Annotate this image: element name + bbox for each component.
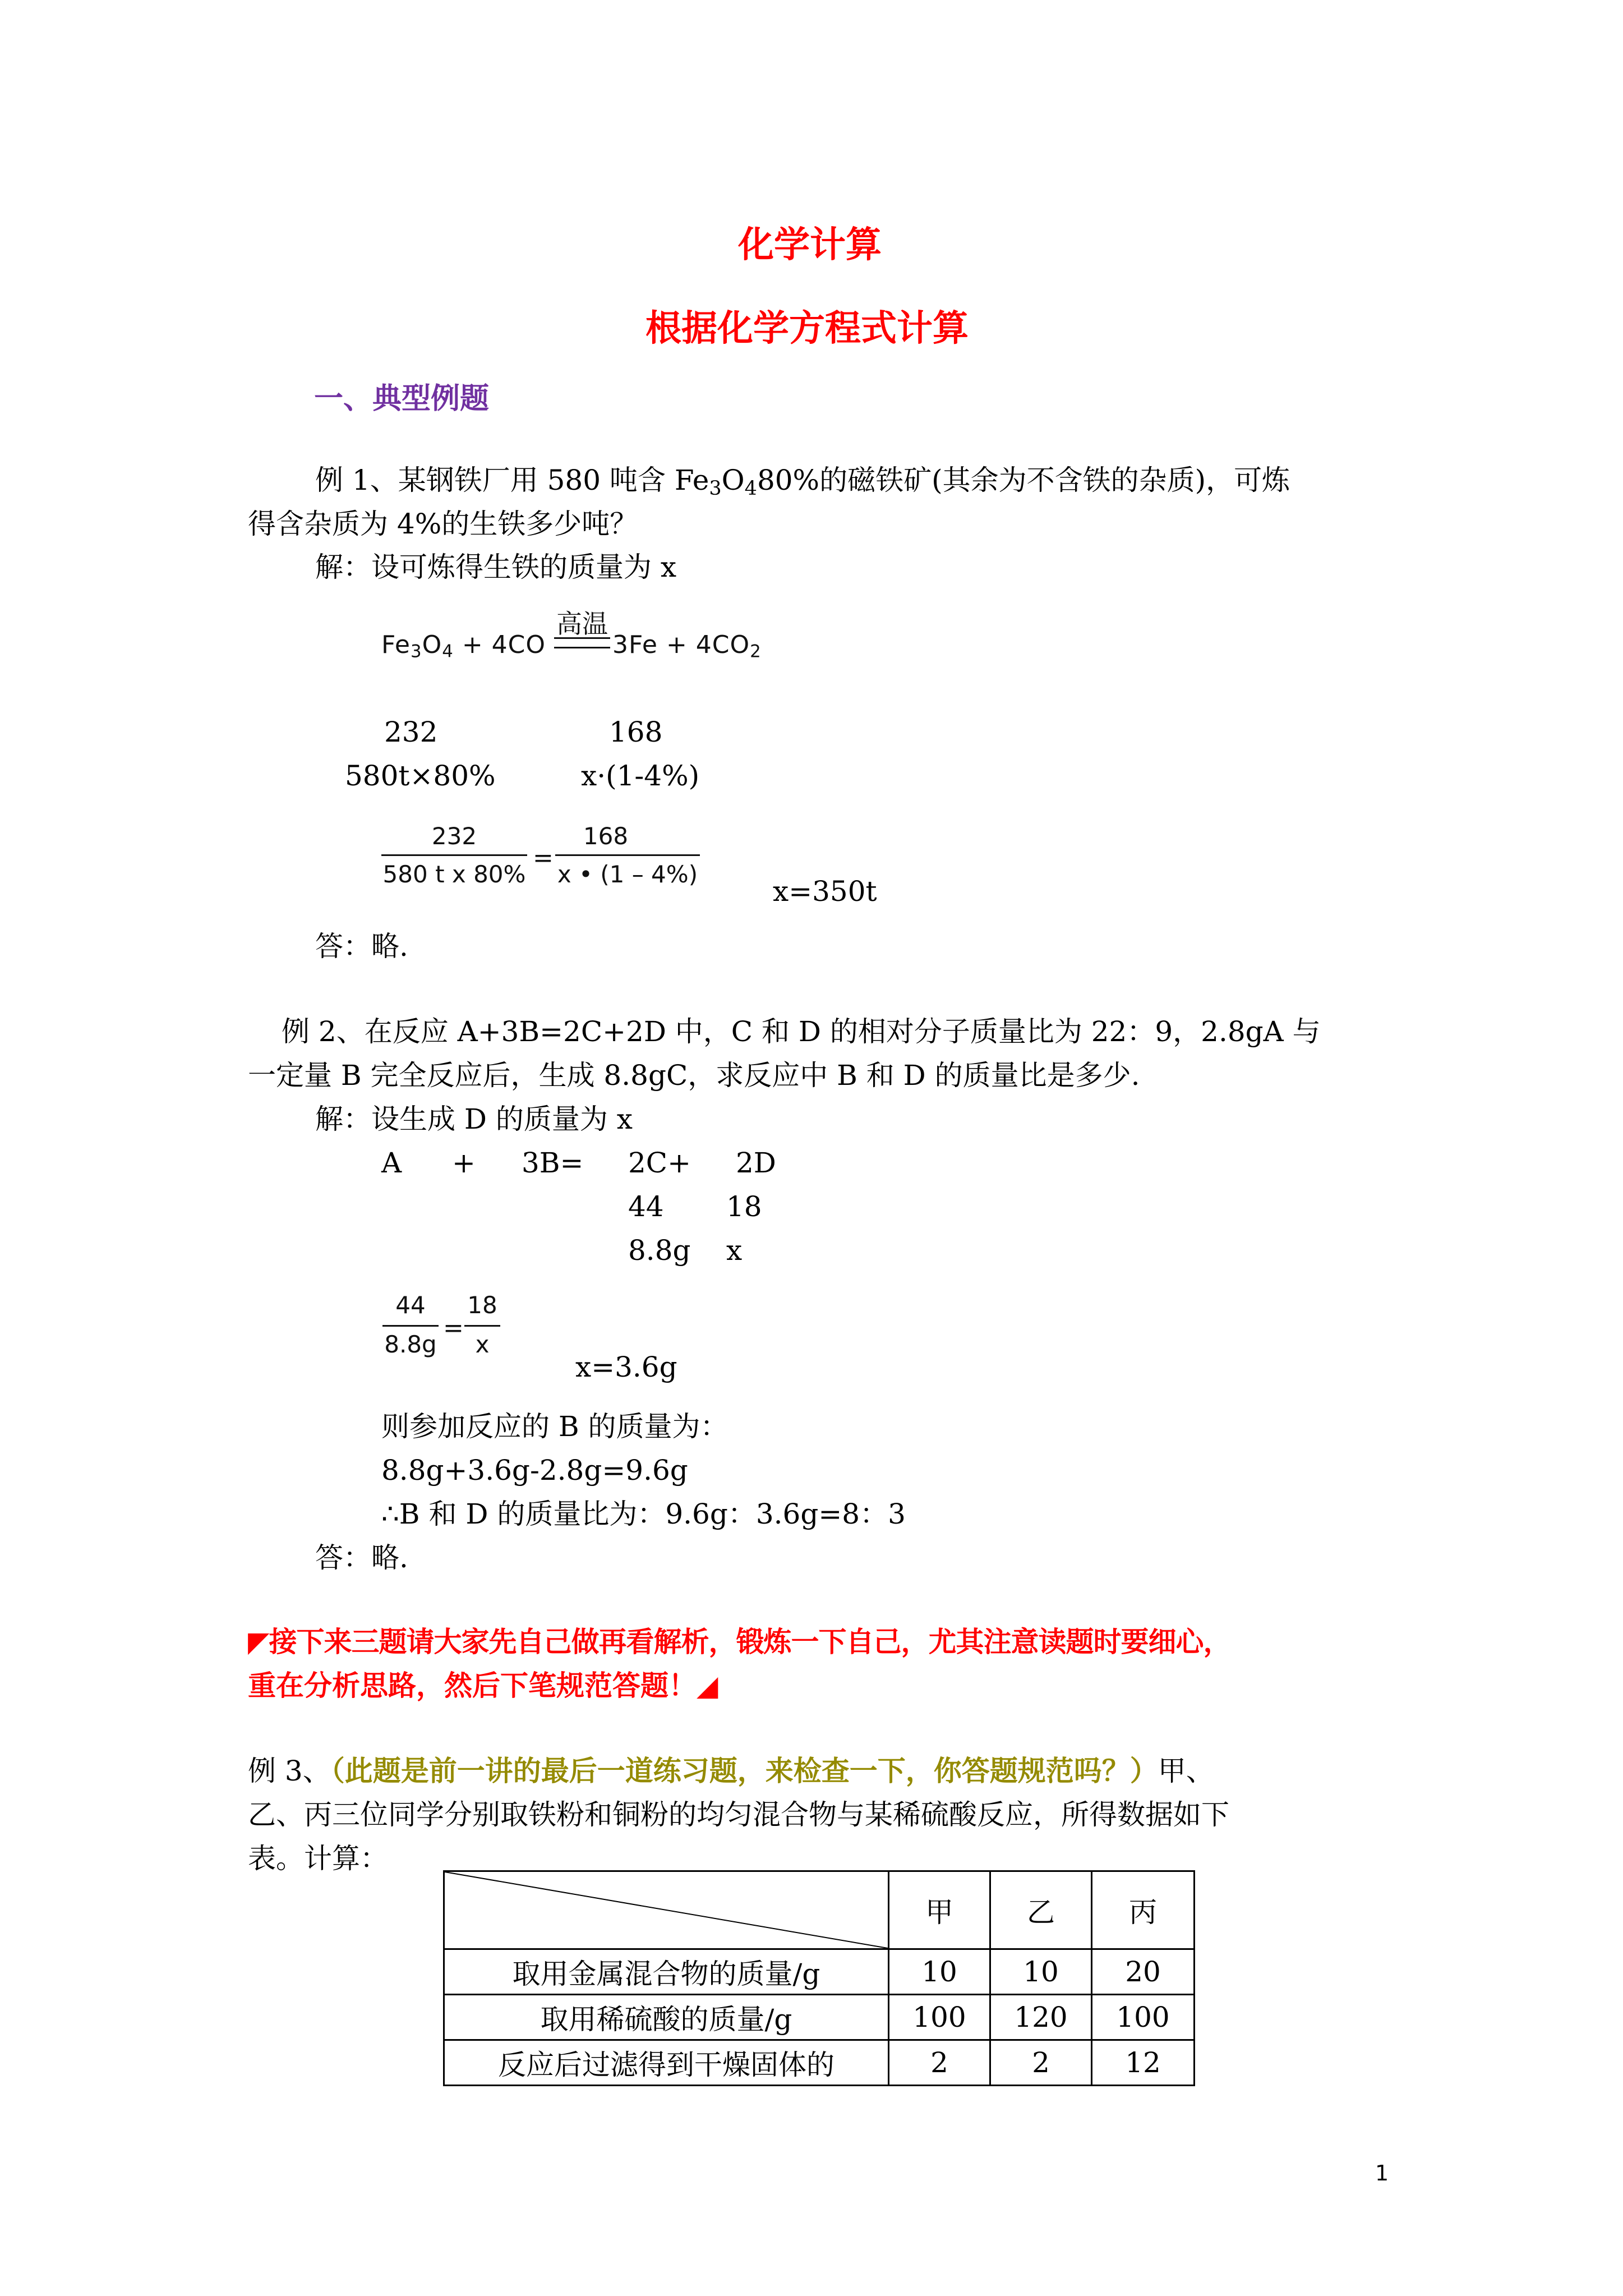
ex1-condition: 高温 <box>556 609 608 639</box>
ex2-step1: 则参加反应的 B 的质量为： <box>381 1410 728 1443</box>
ex2-reaction-plus: + <box>452 1147 476 1179</box>
ex1-answer: 答：略. <box>315 930 408 963</box>
ex2-reaction-2c: 2C+ <box>628 1147 691 1179</box>
main-title: 化学计算 <box>738 224 882 266</box>
ex2-question-line1: 例 2、在反应 A+3B=2C+2D 中，C 和 D 的相对分子质量比为 22：9，2.8gA 与 <box>282 1015 1321 1048</box>
ex2-mass-d: 18 <box>726 1190 762 1223</box>
notice-line1: ◤接下来三题请大家先自己做再看解析，锻炼一下自己，尤其注意读题时要细心， <box>248 1625 1231 1658</box>
ex1-question-line1: 例 1、某钢铁厂用 580 吨含 $Fe_3O_480\%$的磁铁矿(其余为不含铁的杂质)，可炼 <box>315 464 1290 500</box>
table-cell: 100 <box>1092 1995 1195 2040</box>
ex3-question-line2: 乙、丙三位同学分别取铁粉和铜粉的均匀混合物与某稀硫酸反应，所得数据如下 <box>248 1798 1229 1831</box>
table-row-label: 反应后过滤得到干燥固体的 <box>444 2040 889 2086</box>
ex1-equals-bar <box>554 637 610 648</box>
ex3-question-line1: 例 3、（此题是前一讲的最后一道练习题，来检查一下，你答题规范吗？）甲、 <box>248 1754 1214 1787</box>
table-header-row <box>444 1871 1195 1949</box>
ex2-fraction-right: 18 x <box>464 1291 500 1370</box>
ex1-molar-mass-a: 232 <box>384 716 438 748</box>
table-cell: 10 <box>889 1949 990 1995</box>
table-cell: 2 <box>990 2040 1092 2086</box>
table-cell: 12 <box>1092 2040 1195 2086</box>
section-heading: 一、典型例题 <box>314 381 490 416</box>
notice-line2: 重在分析思路，然后下笔规范答题！◢ <box>248 1669 718 1702</box>
data-table <box>443 1870 1195 2086</box>
ex3-note: （此题是前一讲的最后一道练习题，来检查一下，你答题规范吗？） <box>330 1754 1158 1787</box>
ex1-value-a: 580t×80% <box>345 760 496 792</box>
ex2-fraction-left: 44 8.8g <box>382 1291 439 1370</box>
table-header-cell: 丙 <box>1092 1871 1195 1949</box>
ex1-fraction-right: 168 x • (1 – 4%) <box>555 819 700 898</box>
ex2-question-line2: 一定量 B 完全反应后，生成 8.8gC，求反应中 B 和 D 的质量比是多少. <box>248 1059 1140 1092</box>
table-header-cell: 乙 <box>990 1871 1092 1949</box>
ex2-step3: ∴B 和 D 的质量比为：9.6g：3.6g=8：3 <box>381 1498 906 1530</box>
ex2-reaction-2d: 2D <box>736 1147 776 1179</box>
ex1-question-line2: 得含杂质为 4%的生铁多少吨？ <box>248 508 638 540</box>
table-header-cell: 甲 <box>889 1871 990 1949</box>
ex2-reaction-a: A <box>381 1147 402 1179</box>
ex2-fraction-equals: = <box>443 1314 464 1342</box>
ex1-equation-right: $3Fe + 4CO_2$ <box>612 631 762 662</box>
ex1-equation: $Fe_3O_4 + 4CO$ <box>381 631 546 662</box>
ex1-molar-mass-b: 168 <box>609 716 663 748</box>
table-row <box>444 1995 1195 2040</box>
ex1-value-b: x·(1-4%) <box>581 760 700 792</box>
ex2-value-c: 8.8g <box>628 1234 691 1267</box>
ex1-solution-intro: 解：设可炼得生铁的质量为 x <box>315 551 677 583</box>
ex2-value-d: x <box>726 1234 743 1267</box>
ex2-solution-intro: 解：设生成 D 的质量为 x <box>315 1103 633 1135</box>
table-cell: 100 <box>889 1995 990 2040</box>
diagonal-line <box>445 1872 888 1948</box>
ex1-fraction-left: 232 580 t x 80% <box>381 819 527 898</box>
ex2-result: x=3.6g <box>575 1351 677 1383</box>
table-cell: 120 <box>990 1995 1092 2040</box>
ex2-mass-c: 44 <box>628 1190 664 1223</box>
ex2-reaction-3b: 3B= <box>522 1147 584 1179</box>
page-number: 1 <box>1375 2161 1389 2185</box>
table-corner-cell <box>444 1871 889 1949</box>
table-cell: 2 <box>889 2040 990 2086</box>
table-row <box>444 2040 1195 2086</box>
table-cell: 10 <box>990 1949 1092 1995</box>
table-cell: 20 <box>1092 1949 1195 1995</box>
subtitle: 根据化学方程式计算 <box>645 307 969 349</box>
ex1-result: x=350t <box>773 875 877 908</box>
ex2-answer: 答：略. <box>315 1542 408 1574</box>
ex2-step2: 8.8g+3.6g-2.8g=9.6g <box>381 1454 688 1487</box>
table-row <box>444 1949 1195 1995</box>
ex1-fraction-equals: = <box>533 844 554 872</box>
table-row-label: 取用稀硫酸的质量/g <box>444 1995 889 2040</box>
table-row-label: 取用金属混合物的质量/g <box>444 1949 889 1995</box>
ex3-question-line3: 表。计算： <box>248 1842 388 1875</box>
